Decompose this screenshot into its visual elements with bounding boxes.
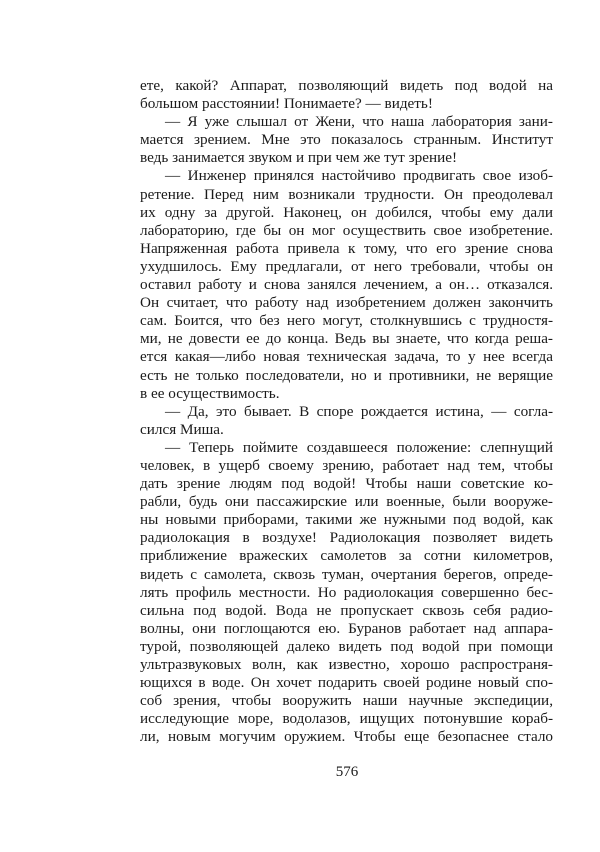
text-line: дать зрение людям под водой! Чтобы наши советские ко- [140, 475, 553, 493]
text-line: оставил работу и снова занялся лечением, а он… отказался. [140, 276, 553, 294]
text-line: — Да, это бывает. В споре рождается истина, — согла- [165, 402, 553, 420]
text-line: Он считает, что работу над изобретением должен закончить [140, 294, 553, 312]
text-line: их одну за другой. Наконец, он добился, чтобы ему дали [140, 203, 553, 221]
text-line: рабли, будь они пассажирские или военные, были вооруже- [140, 493, 553, 511]
text-line: лять профиль местности. Но радиолокация совершенно бес- [140, 583, 553, 601]
page-body-text [140, 77, 553, 746]
text-line: — Инженер принялся настойчиво продвигать свое изоб- [165, 167, 553, 185]
text-line: исследующие море, водолазов, ищущих потонувшие кораб- [140, 710, 553, 728]
text-line: в ее осуществимость. [140, 384, 280, 402]
text-line: ны новыми приборами, такими же нужными под водой, как [140, 511, 553, 529]
text-line: ми, не довести ее до конца. Ведь вы знаете, что когда реша- [140, 330, 553, 348]
text-line: есть не только последователи, но и противники, не верящие [140, 366, 553, 384]
text-line: ете, какой? Аппарат, позволяющий видеть под водой на [140, 77, 553, 94]
text-line: приближение вражеских самолетов за сотни километров, [140, 547, 553, 565]
text-line: турой, позволяющей далеко видеть под водой при помощи [140, 637, 553, 655]
text-line: человек, в ущерб своему зрению, работает над тем, чтобы [140, 456, 553, 474]
text-line: ли, новым могучим оружием. Чтобы еще безопаснее стало [140, 728, 553, 746]
text-line: — Теперь поймите создавшееся положение: слепнущий [165, 438, 553, 456]
text-line: видеть с самолета, сквозь туман, очертания берегов, опреде- [140, 565, 553, 583]
text-line: большом расстоянии! Понимаете? — видеть! [140, 95, 433, 113]
text-line: мается зрением. Мне это показалось странным. Институт [140, 131, 553, 149]
text-line: ведь занимается звуком и при чем же тут зрение! [140, 149, 458, 167]
text-line: — Я уже слышал от Жени, что наша лаборатория зани- [165, 113, 553, 131]
text-line: Напряженная работа привела к тому, что его зрение снова [140, 239, 553, 257]
text-line: ухудшилось. Ему предлагали, от него требовали, чтобы он [140, 257, 553, 275]
page-number: 576 [335, 764, 359, 780]
text-line: сился Миша. [140, 420, 224, 438]
text-line: сильна под водой. Вода не пропускает сквозь себя радио- [140, 601, 553, 619]
text-line: соб зрения, чтобы вооружить наши научные экспедиции, [140, 692, 553, 710]
text-line: волны, они поглощаются ею. Буранов работает над аппара- [140, 619, 553, 637]
text-line: ется какая—либо новая техническая задача, то у нее всегда [140, 348, 553, 366]
text-line: ультразвуковых волн, как известно, хорошо распространя- [140, 656, 553, 673]
text-line: лабораторию, где бы он мог осуществить свое изобретение. [140, 221, 553, 239]
text-line: радиолокация в воздухе! Радиолокация позволяет видеть [140, 529, 553, 547]
text-line: ющихся в воде. Он хочет подарить своей родине новый спо- [140, 674, 553, 692]
text-line: ретение. Перед ним возникали трудности. Он преодолевал [140, 185, 553, 203]
text-line: сам. Боится, что без него могут, столкнувшись с трудностя- [140, 312, 553, 330]
